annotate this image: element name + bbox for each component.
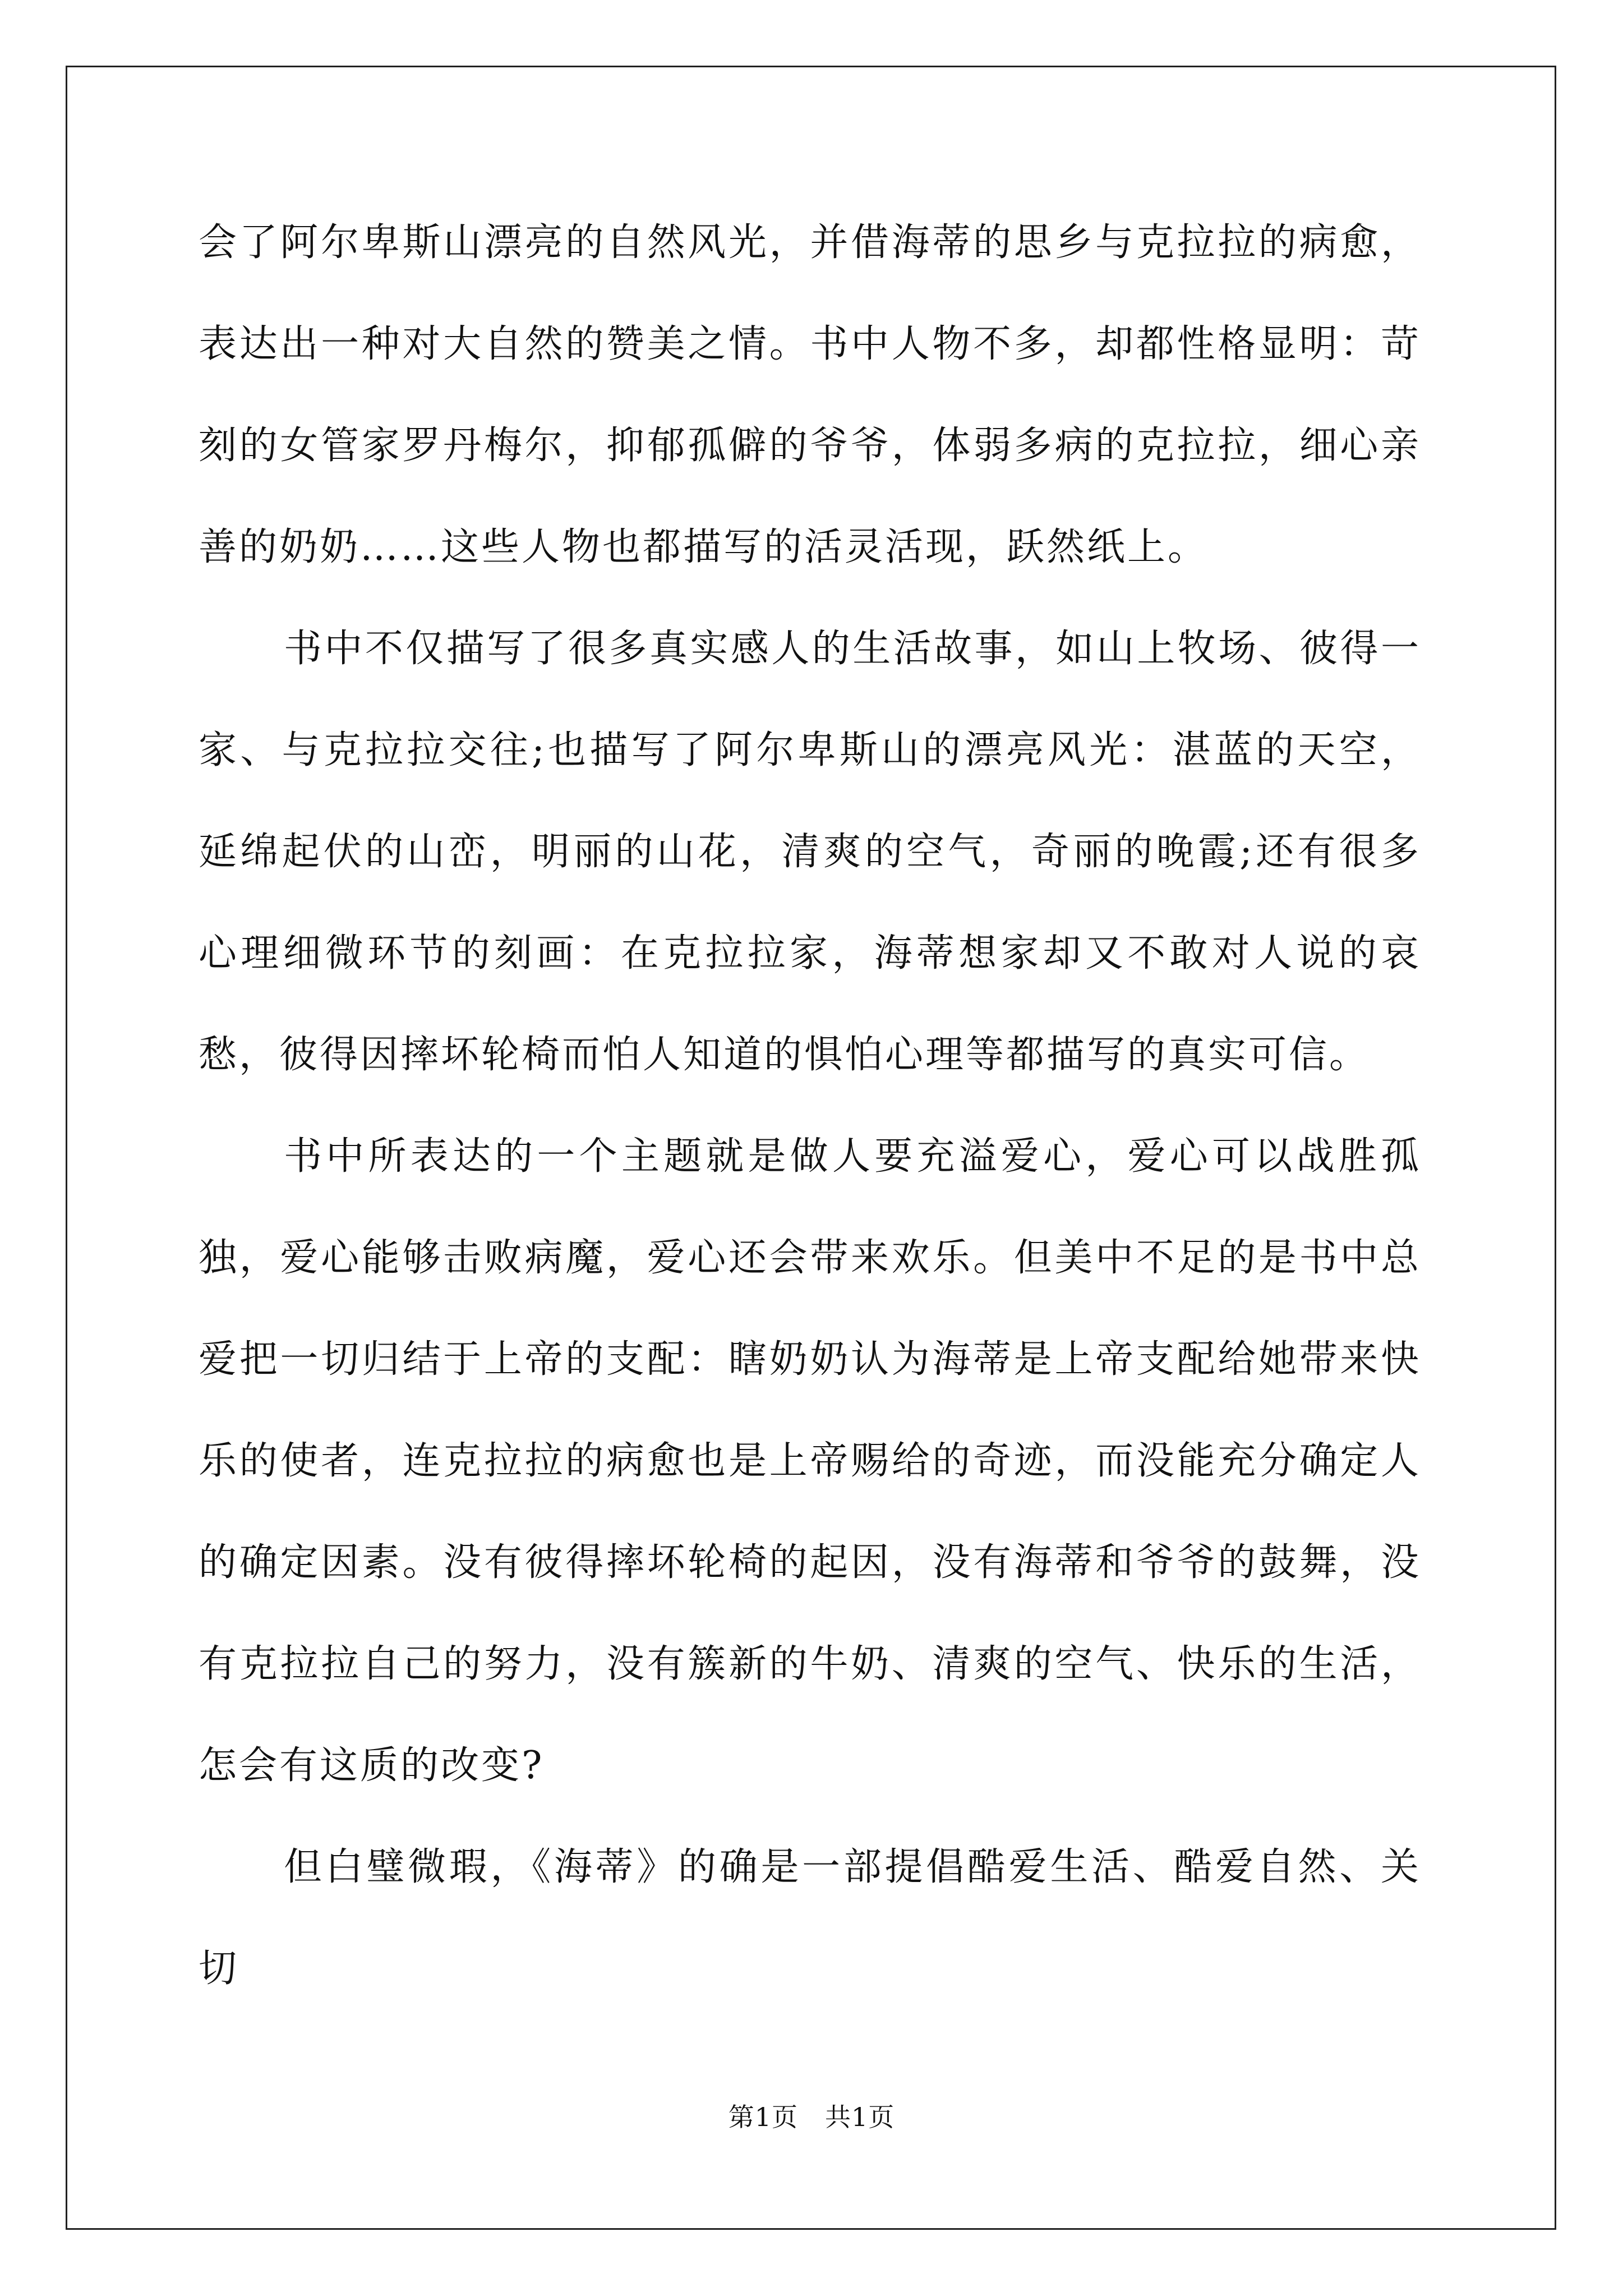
page-number: 第1页 — [728, 2102, 798, 2132]
paragraph-4: 但白璧微瑕，《海蒂》的确是一部提倡酷爱生活、酷爱自然、关切 — [199, 1845, 1421, 1991]
paragraph-2: 书中不仅描写了很多真实感人的生活故事，如山上牧场、彼得一家、与克拉拉交往;也描写了阿尔卑斯山的漂亮风光：湛蓝的天空，延绵起伏的山峦，明丽的山花，清爽的空气，奇丽的晚霞;还有很多心理细微环节的刻画：在克拉拉家，海蒂想家却又不敢对人说的哀愁，彼得因摔坏轮椅而怕人知道的惧怕心理等都描写的真实可信。 — [199, 627, 1421, 1077]
document-body — [199, 192, 1421, 2019]
paragraph-1: 会了阿尔卑斯山漂亮的自然风光，并借海蒂的思乡与克拉拉的病愈，表达出一种对大自然的赞美之情。书中人物不多，却都性格显明：苛刻的女管家罗丹梅尔，抑郁孤僻的爷爷，体弱多病的克拉拉，细心亲善的奶奶……这些人物也都描写的活灵活现，跃然纸上。 — [199, 220, 1421, 569]
page-total: 共1页 — [825, 2102, 895, 2132]
paragraph-3: 书中所表达的一个主题就是做人要充溢爱心，爱心可以战胜孤独，爱心能够击败病魔，爱心还会带来欢乐。但美中不足的是书中总爱把一切归结于上帝的支配：瞎奶奶认为海蒂是上帝支配给她带来快乐的使者，连克拉拉的病愈也是上帝赐给的奇迹，而没能充分确定人的确定因素。没有彼得摔坏轮椅的起因，没有海蒂和爷爷的鼓舞，没有克拉拉自己的努力，没有簇新的牛奶、清爽的空气、快乐的生活，怎会有这质的改变? — [199, 1134, 1421, 1788]
page-footer — [0, 2100, 1623, 2134]
